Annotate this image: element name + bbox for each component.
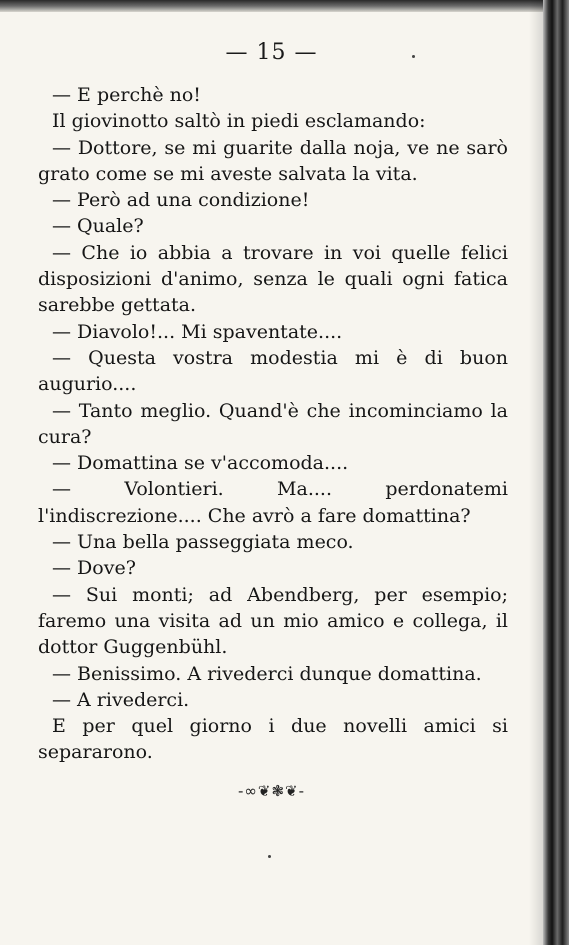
section-ornament: -∞❦❃❦- (237, 782, 306, 800)
dialogue-paragraph: — Dottore, se mi guarite dalla noja, ve ne sarò grato come se mi aveste salvata la vita. (38, 136, 508, 185)
scan-speck (268, 855, 271, 858)
narration-paragraph: Il giovinotto saltò in piedi esclamando: (52, 110, 426, 133)
dialogue-paragraph: — Domattina se v'accomoda.... (52, 452, 349, 475)
dialogue-paragraph: — E perchè no! (52, 84, 201, 106)
dialogue-paragraph: — Una bella passeggiata meco. (52, 531, 354, 554)
book-spine-edge (543, 0, 569, 945)
dialogue-paragraph: — Diavolo!... Mi spaventate.... (52, 320, 343, 343)
scan-top-edge (0, 0, 569, 12)
dialogue-paragraph: — Che io abbia a trovare in voi quelle felici disposizioni d'animo, senza le quali ogni fatica sarebbe gettata. (38, 241, 508, 317)
body-text (38, 82, 508, 766)
dialogue-paragraph: — Volontieri. Ma.... perdonatemi l'indiscrezione.... Che avrò a fare domattina? (38, 478, 508, 527)
dialogue-paragraph: — Questa vostra modestia mi è di buon augurio.... (38, 346, 508, 396)
dialogue-paragraph: — Però ad una condizione! (52, 189, 310, 212)
scan-speck (412, 55, 415, 58)
page-number: — 15 — (225, 40, 318, 65)
dialogue-paragraph: — Quale? (52, 215, 144, 238)
dialogue-paragraph: — Tanto meglio. Quand'è che incominciamo la cura? (38, 399, 508, 448)
narration-paragraph: E per quel giorno i due novelli amici si separarono. (38, 715, 508, 764)
dialogue-paragraph: — Benissimo. A rivederci dunque domattina. (52, 662, 482, 685)
dialogue-paragraph: — Sui monti; ad Abendberg, per esempio; faremo una visita ad un mio amico e collega, il dottor Guggenbühl. (38, 583, 508, 659)
spine-shadow (529, 0, 543, 945)
dialogue-paragraph: — A rivederci. (52, 688, 190, 711)
dialogue-paragraph: — Dove? (52, 557, 136, 580)
